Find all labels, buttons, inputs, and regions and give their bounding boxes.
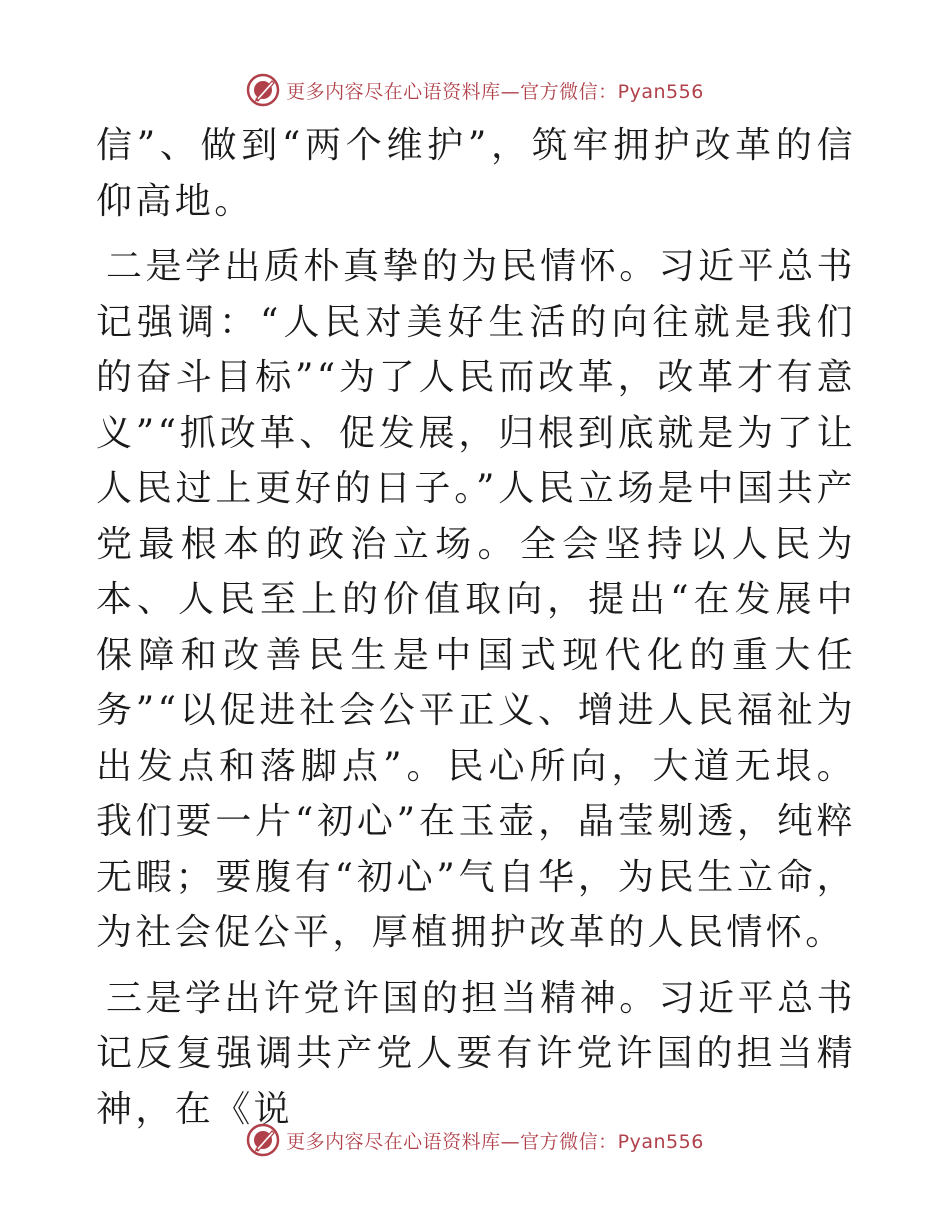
watermark-text: 更多内容尽在心语资料库—官方微信：Pyan556 — [286, 80, 704, 103]
paragraph-continuation: 信”、做到“两个维护”，筑牢拥护改革的信仰高地。 — [96, 125, 856, 222]
paragraph-point-two: 二是学出质朴真挚的为民情怀。习近平总书记强调：“人民对美好生活的向往就是我们的奋斗目标”“为了人民而改革，改革才有意义”“抓改革、促发展，归根到底就是为了让人民过上更好的日子。”人民立场是中国共产党最根本的政治立场。全会坚持以人民为本、人民至上的价值取向，提出“在发展中保障和改善民生是中国式现代化的重大任务”“以促进社会公平正义、增进人民福祉为出发点和落脚点”。民心所向，大道无垠。我们要一片“初心”在玉壶，晶莹剔透，纯粹无暇；要腹有“初心”气自华，为民生立命，为社会促公平，厚植拥护改革的人民情怀。 — [96, 246, 856, 953]
document-body — [96, 118, 856, 1147]
watermark-text: 更多内容尽在心语资料库—官方微信：Pyan556 — [286, 1130, 704, 1153]
paragraph-point-three: 三是学出许党许国的担当精神。习近平总书记反复强调共产党人要有许党许国的担当精神，在《说 — [96, 977, 856, 1130]
pen-seal-logo-icon — [246, 1123, 280, 1157]
header-watermark — [0, 70, 950, 110]
pen-seal-logo-icon — [246, 73, 280, 107]
footer-watermark — [0, 1120, 950, 1160]
